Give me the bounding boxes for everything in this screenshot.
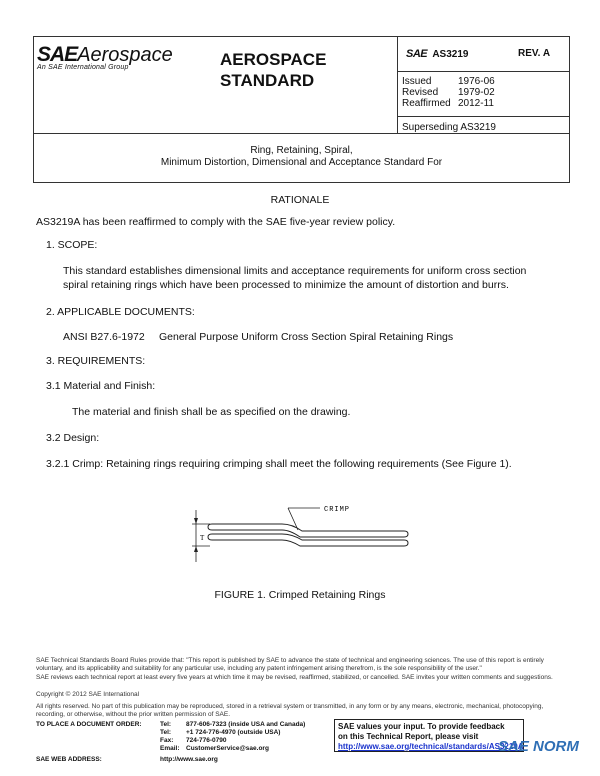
document-number: [406, 48, 468, 60]
section-1-heading: 1. SCOPE:: [46, 239, 98, 251]
superseding: Superseding AS3219: [402, 122, 496, 133]
ring-coil-lower: [212, 534, 408, 546]
logo-sae: SAE: [37, 43, 78, 66]
fax-label: Fax:: [160, 737, 174, 744]
section-3-2-1-text: 3.2.1 Crimp: Retaining rings requiring crimping shall meet the following requirements (See Figure 1).: [46, 458, 512, 470]
crimped-ring-figure: [190, 500, 420, 572]
web-value[interactable]: http://www.sae.org: [160, 756, 218, 763]
section-1-line1: This standard establishes dimensional limits and acceptance requirements for uniform cross section: [63, 265, 527, 277]
crimp-leader-arrow: [288, 508, 298, 530]
issue-dates: [402, 76, 562, 109]
issued-value: 1976-06: [458, 76, 495, 87]
standard-type: [220, 49, 326, 91]
section-2-heading: 2. APPLICABLE DOCUMENTS:: [46, 306, 195, 318]
header-divider: [397, 37, 398, 133]
reference-id: ANSI B27.6-1972: [63, 331, 145, 343]
ring-end-left-upper: [208, 524, 212, 530]
header-box: [33, 36, 570, 134]
revision: REV. A: [518, 48, 551, 59]
section-3-heading: 3. REQUIREMENTS:: [46, 355, 146, 367]
logo-tagline: An SAE International Group: [37, 64, 129, 71]
reference-title: General Purpose Uniform Cross Section Spiral Retaining Rings: [159, 331, 454, 343]
title-line2: Minimum Distortion, Dimensional and Acceptance Standard For: [160, 157, 443, 168]
sae-norm-watermark: SAE NORM: [498, 738, 579, 755]
revised-label: Revised: [402, 87, 439, 98]
tel2-label: Tel:: [160, 729, 172, 736]
revised-value: 1979-02: [458, 87, 495, 98]
email-value[interactable]: CustomerService@sae.org: [186, 745, 269, 752]
sae-aerospace-logo: [37, 43, 217, 71]
ring-end-left-lower: [208, 534, 212, 540]
fax-value: 724-776-0790: [186, 737, 227, 744]
t-arrow-bottom: [194, 546, 198, 552]
logo-aerospace: Aerospace: [77, 44, 173, 66]
feedback-line1: SAE values your input. To provide feedback: [338, 722, 505, 731]
t-arrow-top: [194, 518, 198, 524]
figure-caption: FIGURE 1. Crimped Retaining Rings: [214, 589, 386, 601]
header-divider: [397, 116, 569, 117]
title-line1: Ring, Retaining, Spiral,: [250, 145, 353, 156]
section-3-1-heading: 3.1 Material and Finish:: [46, 380, 156, 392]
reaffirmed-label: Reaffirmed: [402, 98, 451, 109]
header-divider: [397, 71, 569, 72]
order-label: TO PLACE A DOCUMENT ORDER:: [36, 721, 142, 728]
section-2-reference: [63, 330, 453, 344]
t-label: T: [200, 534, 205, 542]
tel2-value: +1 724-776-4970 (outside USA): [186, 729, 281, 736]
feedback-line2: on this Technical Report, please visit: [338, 732, 479, 741]
issued-label: Issued: [402, 76, 432, 87]
rationale-text: AS3219A has been reaffirmed to comply with the SAE five-year review policy.: [36, 216, 396, 228]
board-rules: SAE Technical Standards Board Rules provide that: "This report is published by SAE to advance the state of technical and engineering sciences. The use of this report is entirely voluntary, and its applicability and suitability for any particular use, including any patent infringement arising therefrom, is the sole responsibility of the user.": [36, 657, 544, 672]
crimp-label: CRIMP: [324, 506, 351, 514]
section-3-2-heading: 3.2 Design:: [46, 432, 100, 444]
standard-line2: STANDARD: [220, 71, 315, 90]
section-1-line2: spiral retaining rings which have been processed to minimize the amount of distortion and burrs.: [63, 279, 509, 291]
feedback-box: [334, 719, 524, 752]
doc-sae-mark: SAE: [406, 48, 428, 60]
rationale-heading: RATIONALE: [270, 194, 330, 206]
feedback-link[interactable]: http://www.sae.org/technical/standards/AS3219A: [338, 742, 524, 751]
tel-label: Tel:: [160, 721, 172, 728]
doc-number: AS3219: [432, 49, 469, 60]
section-3-1-text: The material and finish shall be as specified on the drawing.: [72, 406, 351, 418]
standard-line1: AEROSPACE: [220, 50, 327, 69]
copyright: Copyright © 2012 SAE International: [36, 691, 140, 698]
reaffirmed-value: 2012-11: [458, 98, 494, 109]
title-box: [33, 133, 570, 183]
email-label: Email:: [160, 745, 180, 752]
tel-value: 877-606-7323 (inside USA and Canada): [186, 721, 306, 728]
review-policy: SAE reviews each technical report at least every five years at which time it may be revised, reaffirmed, stabilized, or cancelled. SAE invites your written comments and suggestions.: [36, 674, 553, 681]
document-title: [34, 133, 569, 169]
rights-reserved: All rights reserved. No part of this publication may be reproduced, stored in a retrieval system or transmitted, in any form or by any means, electronic, mechanical, photocopying, recording, or otherwise, without the prior written permission of SAE.: [36, 703, 544, 718]
web-label: SAE WEB ADDRESS:: [36, 756, 102, 763]
section-1-text: [63, 264, 526, 292]
